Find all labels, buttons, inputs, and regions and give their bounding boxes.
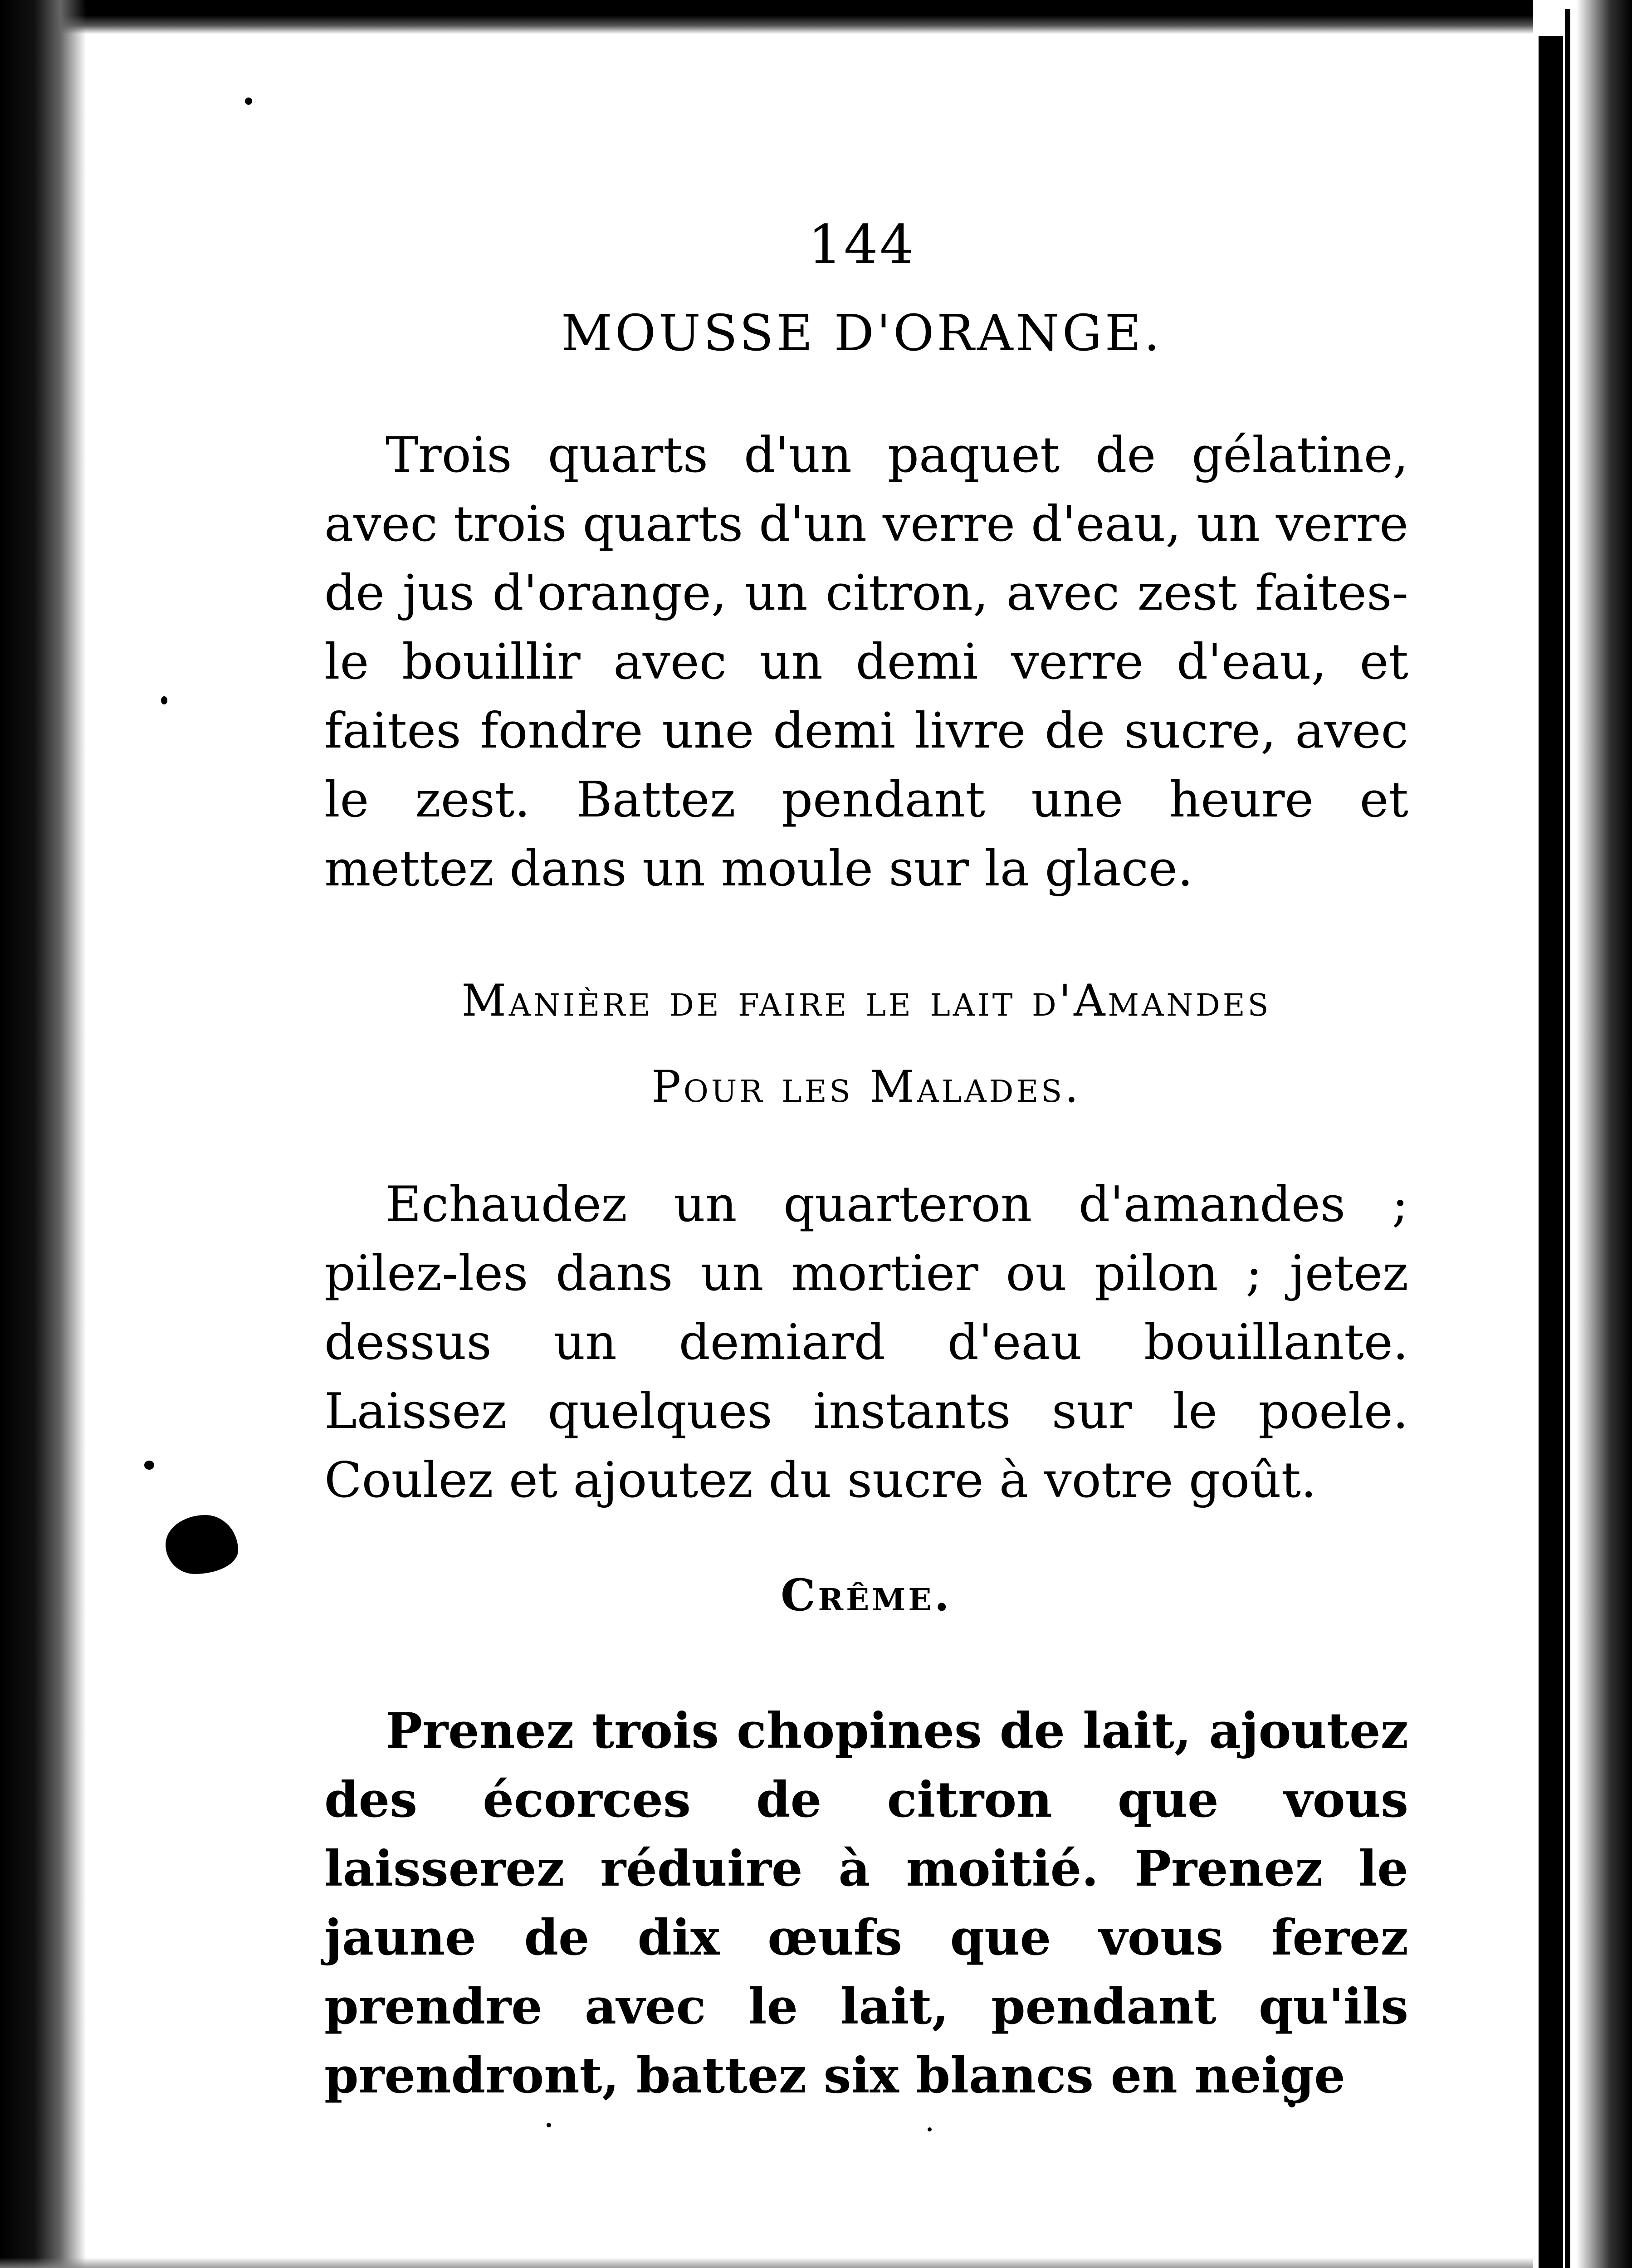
- ink-speck: [547, 2123, 551, 2127]
- section-heading-malades: Pour les Malades.: [651, 1061, 1081, 1112]
- gutter-shadow-bar: [1539, 36, 1563, 2268]
- ink-speck: [144, 1461, 154, 1470]
- recipe-paragraph-lait-amandes: Echaudez un quarteron d'amandes ; pilez-les dans un mortier ou pilon ; jetez dessus un demiard d'eau bouillante. Laissez quelques instants sur le poele. Coulez et ajoutez du sucre à votre goût.: [324, 1176, 1408, 1509]
- section-heading-lait-amandes: Manière de faire le lait d'Amandes: [461, 975, 1271, 1026]
- page-number: 144: [808, 213, 916, 276]
- scan-top-edge: [0, 0, 1632, 34]
- ink-speck: [245, 98, 252, 105]
- recipe-paragraph-creme: Prenez trois chopines de lait, ajoutez des écorces de citron que vous laisserez réduire à moitié. Prenez le jaune de dix œufs que vous ferez prendre avec le lait, pendant qu'ils prendront, battez six blancs en neige: [324, 1702, 1408, 2104]
- ink-speck: [161, 696, 167, 704]
- page-title: MOUSSE D'ORANGE.: [561, 304, 1163, 362]
- ink-blot: [166, 1515, 238, 1574]
- scan-bottom-edge: [0, 2258, 1632, 2268]
- section-heading-creme: Crême.: [781, 1569, 952, 1621]
- ink-speck: [928, 2127, 932, 2131]
- recipe-paragraph-mousse: Trois quarts d'un paquet de gélatine, avec trois quarts d'un verre d'eau, un verre de jus d'orange, un citron, avec zest faites-le bouillir avec un demi verre d'eau, et faites fondre une demi livre de sucre, avec le zest. Battez pendant une heure et mettez dans un moule sur la glace.: [324, 427, 1408, 897]
